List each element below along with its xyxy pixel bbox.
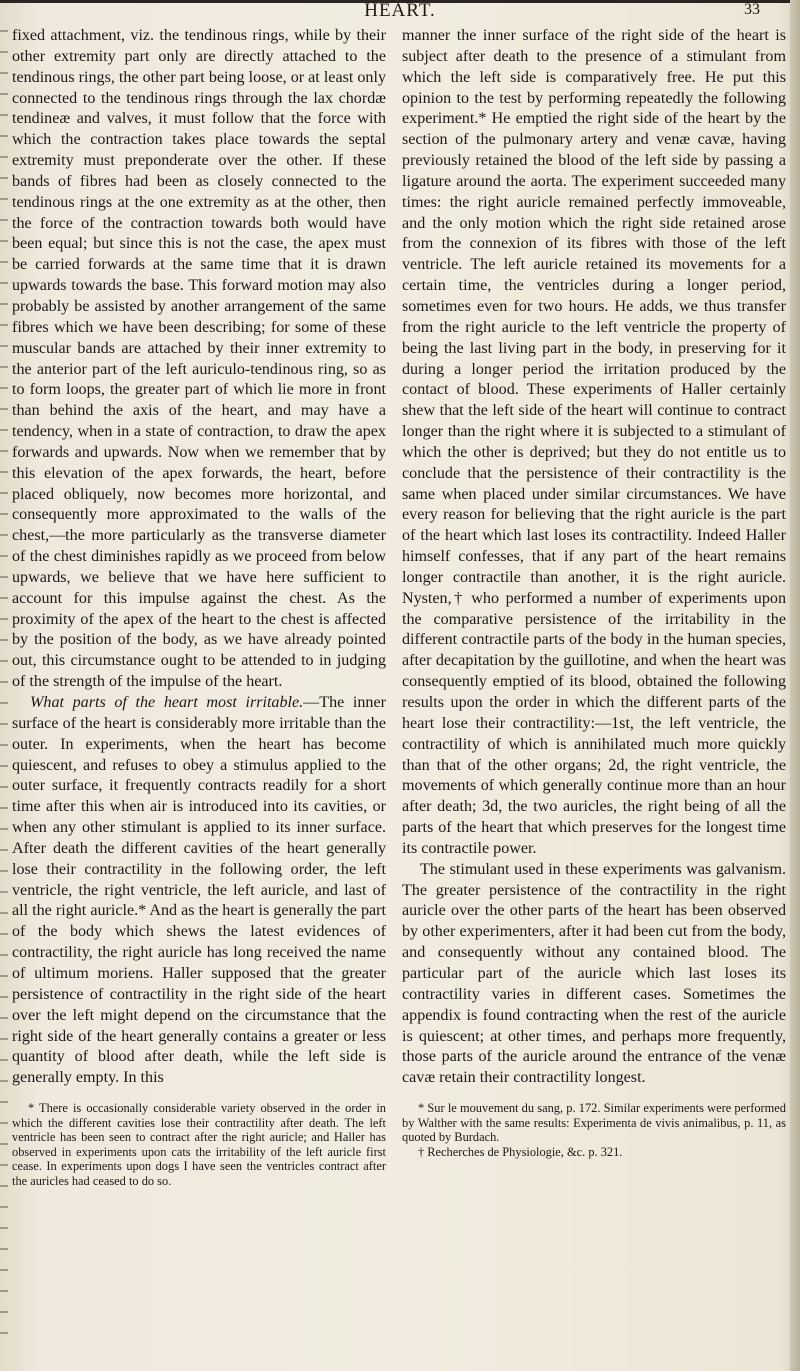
page-header <box>0 0 800 22</box>
gutter-shadow <box>0 30 8 1350</box>
left-paragraph-1: fixed attachment, viz. the tendinous rings, while by their other extremity part only are directly attached to the tendinous rings, the other part being loose, or at least only connected to the tendinous rings through the lax chordæ tendineæ and valves, it must follow that the force with which the contraction takes place towards the septal extremity must preponderate over the other. If these bands of fibres had been as closely connected to the tendinous rings at the one extremity as at the other, then the force of the contraction towards both would have been equal; but since this is not the case, the apex must be carried forwards at the same time that it is drawn upwards towards the base. This forward motion may also probably be assisted by another arrangement of the same fibres which we have been describing; for some of these muscular bands are attached by their inner extremity to the anterior part of the left auriculo-tendinous ring, so as to form loops, the greater part of which lie more in front than behind the axis of the heart, and may have a tendency, when in a state of contraction, to draw the apex forwards and upwards. Now when we remember that by this elevation of the apex forwards, the heart, before placed obliquely, now becomes more horizontal, and consequently more approximated to the walls of the chest,—the more particularly as the transverse diameter of the chest diminishes rapidly as we proceed from below upwards, we believe that we have here sufficient to account for this impulse against the chest. As the proximity of the apex of the heart to the chest is affected by the position of the body, as we have already pointed out, this circumstance ought to be attended to in judging of the strength of the impulse of the heart. <box>12 27 386 691</box>
right-column <box>402 26 786 1159</box>
right-paragraph-1: manner the inner surface of the right side of the heart is subject after death to the presence of a stimulant from which the left side is comparatively free. He put this opinion to the test by performing repeatedly the following experiment.* He emptied the right side of the heart by the section of the pulmonary artery and venæ cavæ, having previously retained the blood of the left side by passing a ligature around the aorta. The experiment succeeded many times: the right auricle remained perfectly immoveable, and the only motion which the right side retained arose from the connexion of its fibres with those of the left ventricle. The left auricle retained its movements for a certain time, the ventricles during a longer period, sometimes even for two hours. He adds, we thus transfer from the right auricle to the left ventricle the property of being the last living part in the body, in preserving for it during a longer period the irritation produced by the contact of blood. These experiments of Haller certainly shew that the left side of the heart will continue to contract longer than the right where it is subjected to a stimulant of which the other is deprived; but they do not entitle us to conclude that the persistence of their contractility is the same when placed under similar circumstances. We have every reason for believing that the right auricle is the part of the heart which last loses its contractility. Indeed Haller himself confesses, that if any part of the heart remains longer contractile than another, it is the right auricle. Nysten,† who performed a number of experiments upon the comparative persistence of the irritability in the different contractile parts of the body in the human species, after decapitation by the guillotine, and when the heart was consequently emptied of its blood, obtained the following results upon the order in which the different parts of the heart lose their contractility:—1st, the left ventricle, the contractility of which is annihilated much more quickly than that of the other organs; 2d, the right ventricle, the movements of which generally continue more than an hour after death; 3d, the two auricles, the right being of all the parts of the heart that which preserves for the longest time its contractile power. <box>402 27 786 857</box>
right-paragraph-2: The stimulant used in these experiments was galvanism. The greater persistence of the contractility in the right auricle over the other parts of the heart has been observed by other experimenters, after it had been cut from the body, and consequently without any contained blood. The particular part of the auricle which last loses its contractility varies in different cases. Sometimes the appendix is found contracting when the rest of the auricle is quiescent; at other times, and perhaps more frequently, those parts of the auricle around the entrance of the venæ cavæ retain their contractility longest. <box>402 860 786 1087</box>
section-text: —The inner surface of the heart is considerably more irritable than the outer. In experiments, when the heart has become quiescent, and refuses to obey a stimulus applied to the outer surface, it frequently contracts readily for a short time after this when air is introduced into its cavities, or when any other stimulant is applied to its inner surface. After death the different cavities of the heart generally lose their contractility in the following order, the left ventricle, the right ventricle, the left auricle, and last of all the right auricle.* And as the heart is generally the part of the body which shews the latest evidences of contractility, the right auricle has long received the name of ultimum moriens. Haller supposed that the greater persistence of contractility in the right side of the heart over the left might depend on the circumstance that the right side of the heart generally contains a greater or less quantity of blood after death, while the left side is generally empty. In this <box>12 694 386 1087</box>
right-footnote-1: * Sur le mouvement du sang, p. 172. Similar experiments were performed by Walther with the same results: Experimenta de vivis animalibus, p. 11, as quoted by Burdach. <box>402 1101 786 1145</box>
section-title: What parts of the heart most irritable. <box>30 694 304 711</box>
left-paragraph-2 <box>12 693 386 1089</box>
left-column <box>12 26 386 1189</box>
running-head: HEART. <box>364 0 436 21</box>
left-footnote-1: * There is occasionally considerable variety observed in the order in which the different cavities lose their contractility after death. The left ventricle has been seen to contract after the right auricle; and Haller has observed in experiments upon cats the irritability of the left auricle first cease. In experiments upon dogs I have seen the ventricles contract after the auricles had ceased to do so. <box>12 1101 386 1188</box>
page-edge-shadow <box>790 0 800 1371</box>
page-number: 33 <box>744 1 760 18</box>
left-footnotes <box>12 1101 386 1189</box>
right-footnote-2: † Recherches de Physiologie, &c. p. 321. <box>418 1144 623 1159</box>
right-footnotes <box>402 1101 786 1159</box>
